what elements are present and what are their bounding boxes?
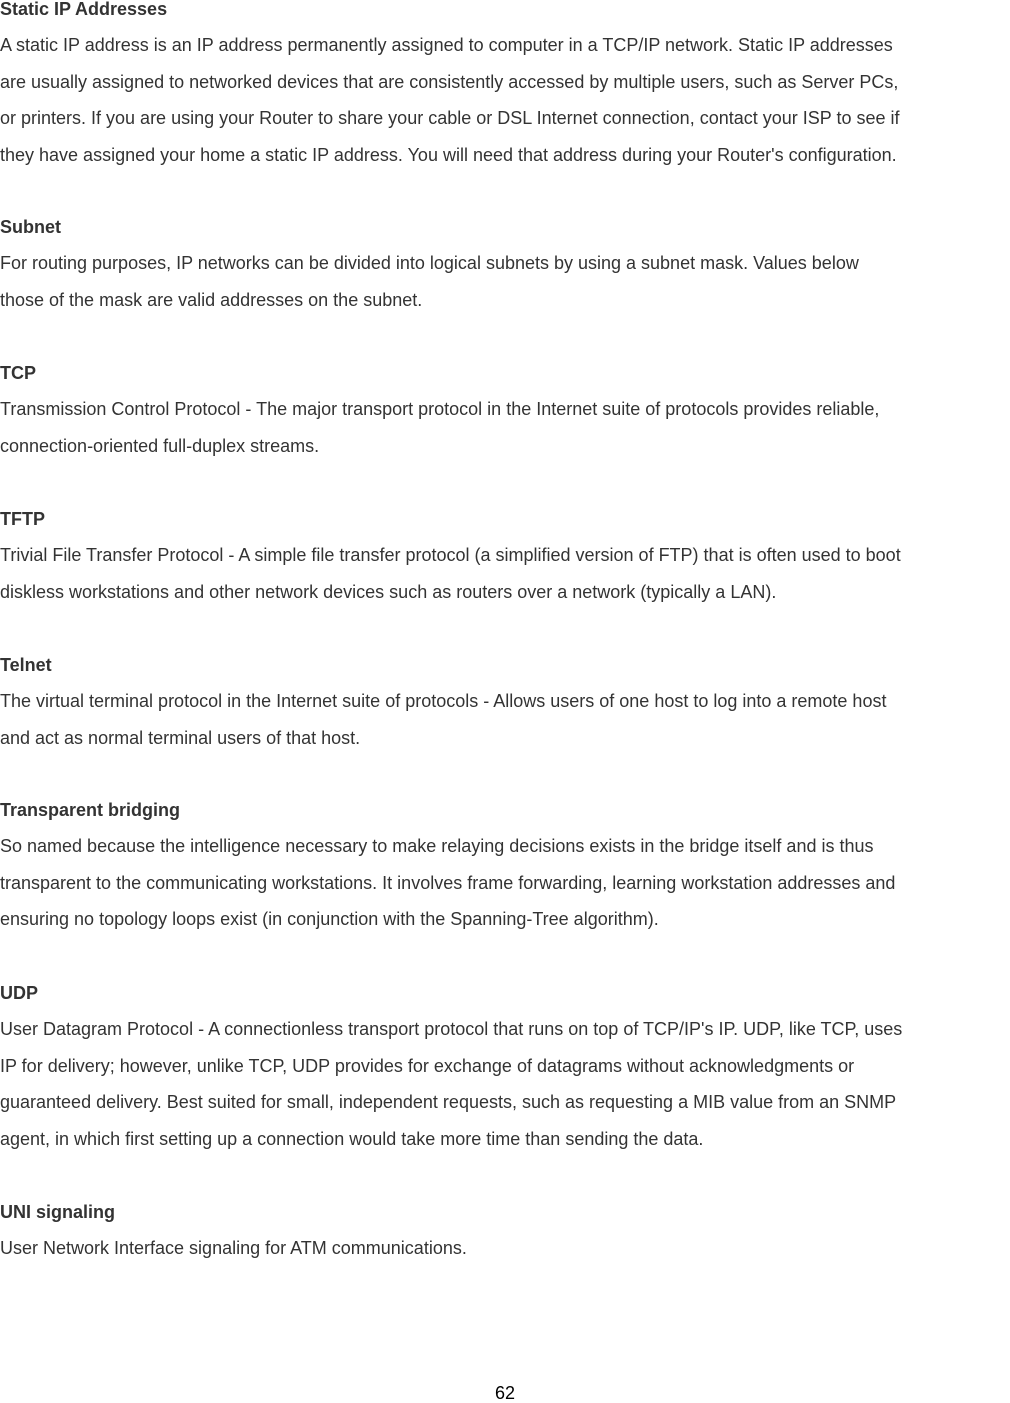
entry-line: are usually assigned to networked devices that are consistently accessed by multiple users, such as Server PCs,: [0, 71, 899, 92]
glossary-entry-uni-signaling: [0, 1203, 467, 1267]
entry-term: Static IP Addresses: [0, 0, 168, 19]
entry-line: agent, in which first setting up a connection would take more time than sending the data.: [0, 1128, 704, 1149]
glossary-entry-subnet: [0, 218, 859, 318]
entry-line: The virtual terminal protocol in the Internet suite of protocols - Allows users of one host to log into a remote host: [0, 691, 887, 711]
entry-term: TFTP: [0, 509, 45, 529]
page-number: 62: [494, 1383, 516, 1403]
glossary-entry-tcp: [0, 364, 879, 464]
entry-line: User Datagram Protocol - A connectionless transport protocol that runs on top of TCP/IP's IP. UDP, like TCP, uses: [0, 1019, 903, 1039]
entry-term: Transparent bridging: [0, 800, 181, 820]
entry-line: User Network Interface signaling for ATM communications.: [0, 1238, 467, 1258]
entry-term: Subnet: [0, 217, 61, 237]
entry-line: Transmission Control Protocol - The major transport protocol in the Internet suite of protocols provides reliable,: [0, 399, 880, 419]
entry-line: diskless workstations and other network devices such as routers over a network (typically a LAN).: [0, 581, 777, 602]
entry-line: and act as normal terminal users of that host.: [0, 727, 361, 748]
entry-line: or printers. If you are using your Router to share your cable or DSL Internet connection, contact your ISP to see if: [0, 108, 900, 128]
glossary-entry-static-ip: [0, 0, 899, 173]
glossary-entry-telnet: [0, 656, 886, 756]
entry-line: ensuring no topology loops exist (in conjunction with the Spanning-Tree algorithm).: [0, 909, 659, 929]
entry-line: connection-oriented full-duplex streams.: [0, 435, 320, 456]
entry-term: UNI signaling: [0, 1202, 116, 1222]
entry-line: A static IP address is an IP address permanently assigned to computer in a TCP/IP network. Static IP addresses: [0, 35, 893, 55]
glossary-entry-udp: [0, 984, 902, 1157]
entry-line: those of the mask are valid addresses on the subnet.: [0, 289, 423, 310]
entry-line: Trivial File Transfer Protocol - A simple file transfer protocol (a simplified version of FTP) that is often used to boot: [0, 545, 901, 565]
glossary-entry-tftp: [0, 510, 901, 610]
entry-term: Telnet: [0, 655, 52, 675]
entry-line: transparent to the communicating workstations. It involves frame forwarding, learning workstation addresses and: [0, 872, 896, 893]
glossary-entry-transparent-bridging: [0, 801, 895, 938]
entry-term: UDP: [0, 983, 39, 1003]
entry-line: For routing purposes, IP networks can be divided into logical subnets by using a subnet mask. Values below: [0, 253, 859, 273]
entry-line: guaranteed delivery. Best suited for small, independent requests, such as requesting a MIB value from an SNMP: [0, 1092, 897, 1112]
entry-term: TCP: [0, 363, 36, 383]
entry-line: So named because the intelligence necessary to make relaying decisions exists in the bridge itself and is thus: [0, 836, 874, 856]
entry-line: they have assigned your home a static IP address. You will need that address during your Router's configuration.: [0, 144, 897, 165]
entry-line: IP for delivery; however, unlike TCP, UDP provides for exchange of datagrams without acknowledgments or: [0, 1055, 855, 1076]
